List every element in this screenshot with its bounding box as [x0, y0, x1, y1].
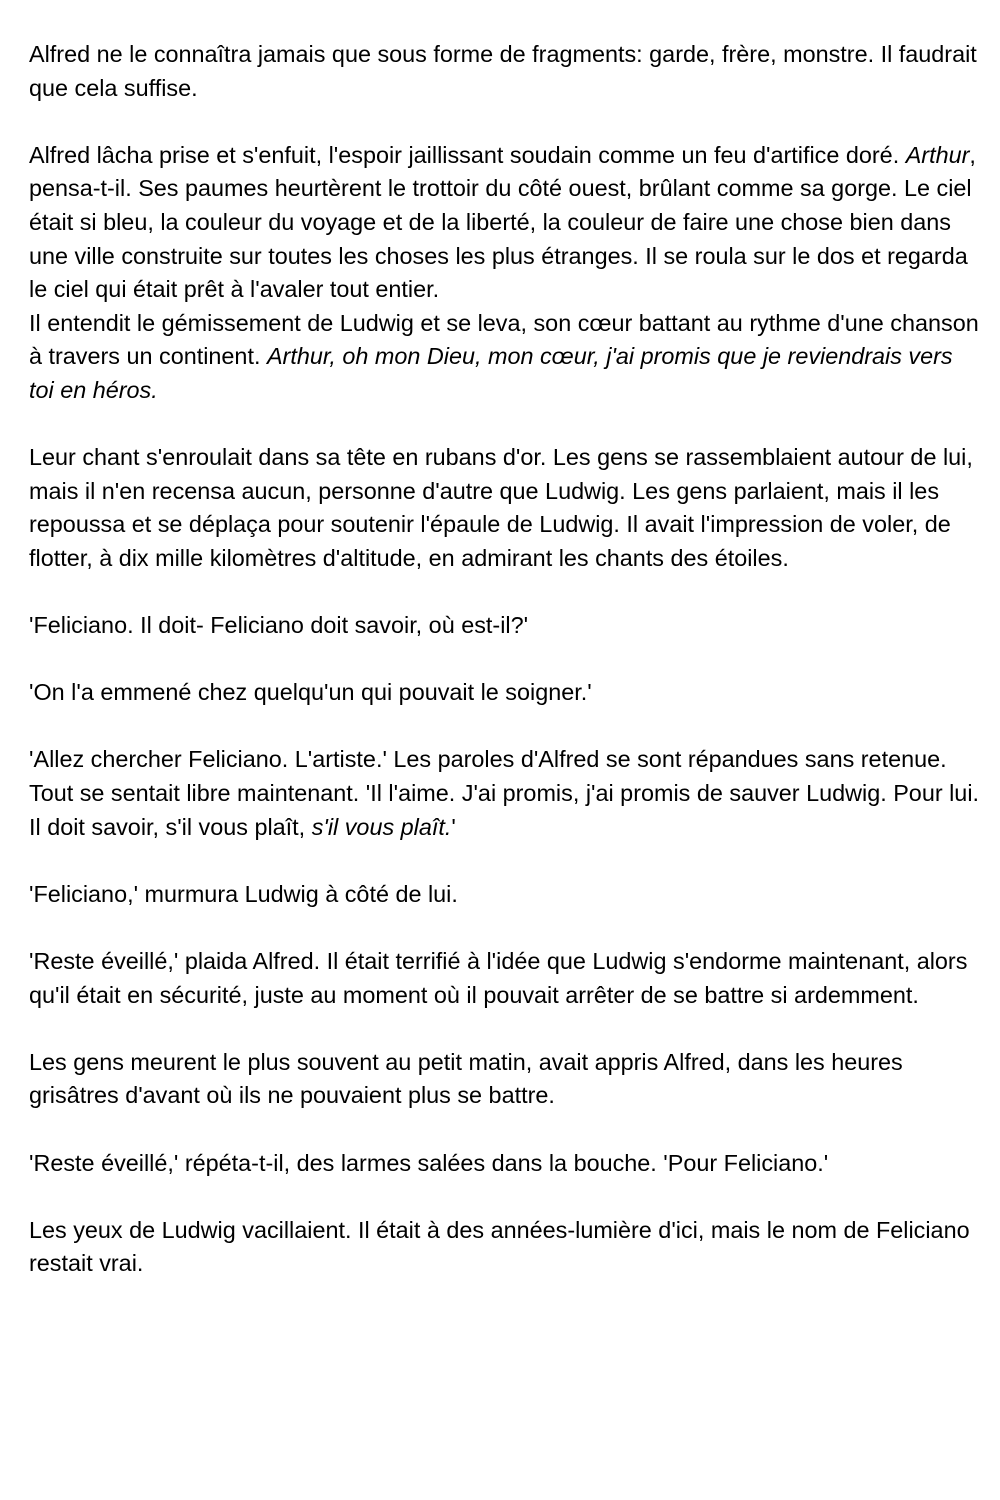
paragraph-2: [29, 139, 979, 307]
paragraph-1: Alfred ne le connaîtra jamais que sous forme de fragments: garde, frère, monstre. Il faudrait que cela suffise.: [29, 41, 977, 101]
paragraph-11: 'Reste éveillé,' répéta-t-il, des larmes salées dans la bouche. 'Pour Feliciano.': [29, 1149, 829, 1176]
paragraph-3: [29, 307, 979, 408]
document-page: [29, 38, 979, 1315]
paragraph-2-italic: Arthur: [905, 141, 970, 168]
paragraph-2-text-a: Alfred lâcha prise et s'enfuit, l'espoir jaillissant soudain comme un feu d'artifice doré.: [29, 141, 906, 168]
paragraph-7-italic: s'il vous plaît.: [311, 813, 452, 840]
paragraph-5: 'Feliciano. Il doit- Feliciano doit savoir, où est-il?': [29, 612, 529, 639]
paragraph-7: [29, 743, 979, 844]
paragraph-10: Les gens meurent le plus souvent au petit matin, avait appris Alfred, dans les heures grisâtres d'avant où ils ne pouvaient plus se battre.: [29, 1048, 903, 1109]
paragraph-3-text-a: Il entendit le gémissement de Ludwig et se leva, son cœur battant au rythme d'une chanson à travers un continent.: [29, 309, 979, 370]
paragraph-6: 'On l'a emmené chez quelqu'un qui pouvait le soigner.': [29, 679, 592, 706]
paragraph-2-text-c: , pensa-t-il. Ses paumes heurtèrent le trottoir du côté ouest, brûlant comme sa gorge. Le ciel était si bleu, la couleur du voyage et de la liberté, la couleur de faire une chose bien dans une ville construite sur toutes les choses les plus étranges. Il se roula sur le dos et regarda le ciel qui était prêt à l'avaler tout entier.: [29, 141, 976, 303]
paragraph-9: 'Reste éveillé,' plaida Alfred. Il était terrifié à l'idée que Ludwig s'endorme maintenant, alors qu'il était en sécurité, juste au moment où il pouvait arrêter de se battre si ardemment.: [29, 948, 968, 1008]
paragraph-12: Les yeux de Ludwig vacillaient. Il était à des années-lumière d'ici, mais le nom de Feliciano restait vrai.: [29, 1216, 970, 1277]
paragraph-3-italic: Arthur, oh mon Dieu, mon cœur, j'ai promis que je reviendrais vers toi en héros.: [29, 343, 953, 403]
paragraph-4: Leur chant s'enroulait dans sa tête en rubans d'or. Les gens se rassemblaient autour de lui, mais il n'en recensa aucun, personne d'autre que Ludwig. Les gens parlaient, mais il les repoussa et se déplaça pour soutenir l'épaule de Ludwig. Il avait l'impression de voler, de flotter, à dix mille kilomètres d'altitude, en admirant les chants des étoiles.: [29, 444, 973, 571]
paragraph-7-text-a: 'Allez chercher Feliciano. L'artiste.' Les paroles d'Alfred se sont répandues sans retenue. Tout se sentait libre maintenant. 'Il l'aime. J'ai promis, j'ai promis de sauver Ludwig. Pour lui. Il doit savoir, s'il vous plaît,: [29, 746, 980, 840]
paragraph-7-text-c: ': [451, 813, 456, 840]
paragraph-8: 'Feliciano,' murmura Ludwig à côté de lui.: [29, 880, 458, 907]
